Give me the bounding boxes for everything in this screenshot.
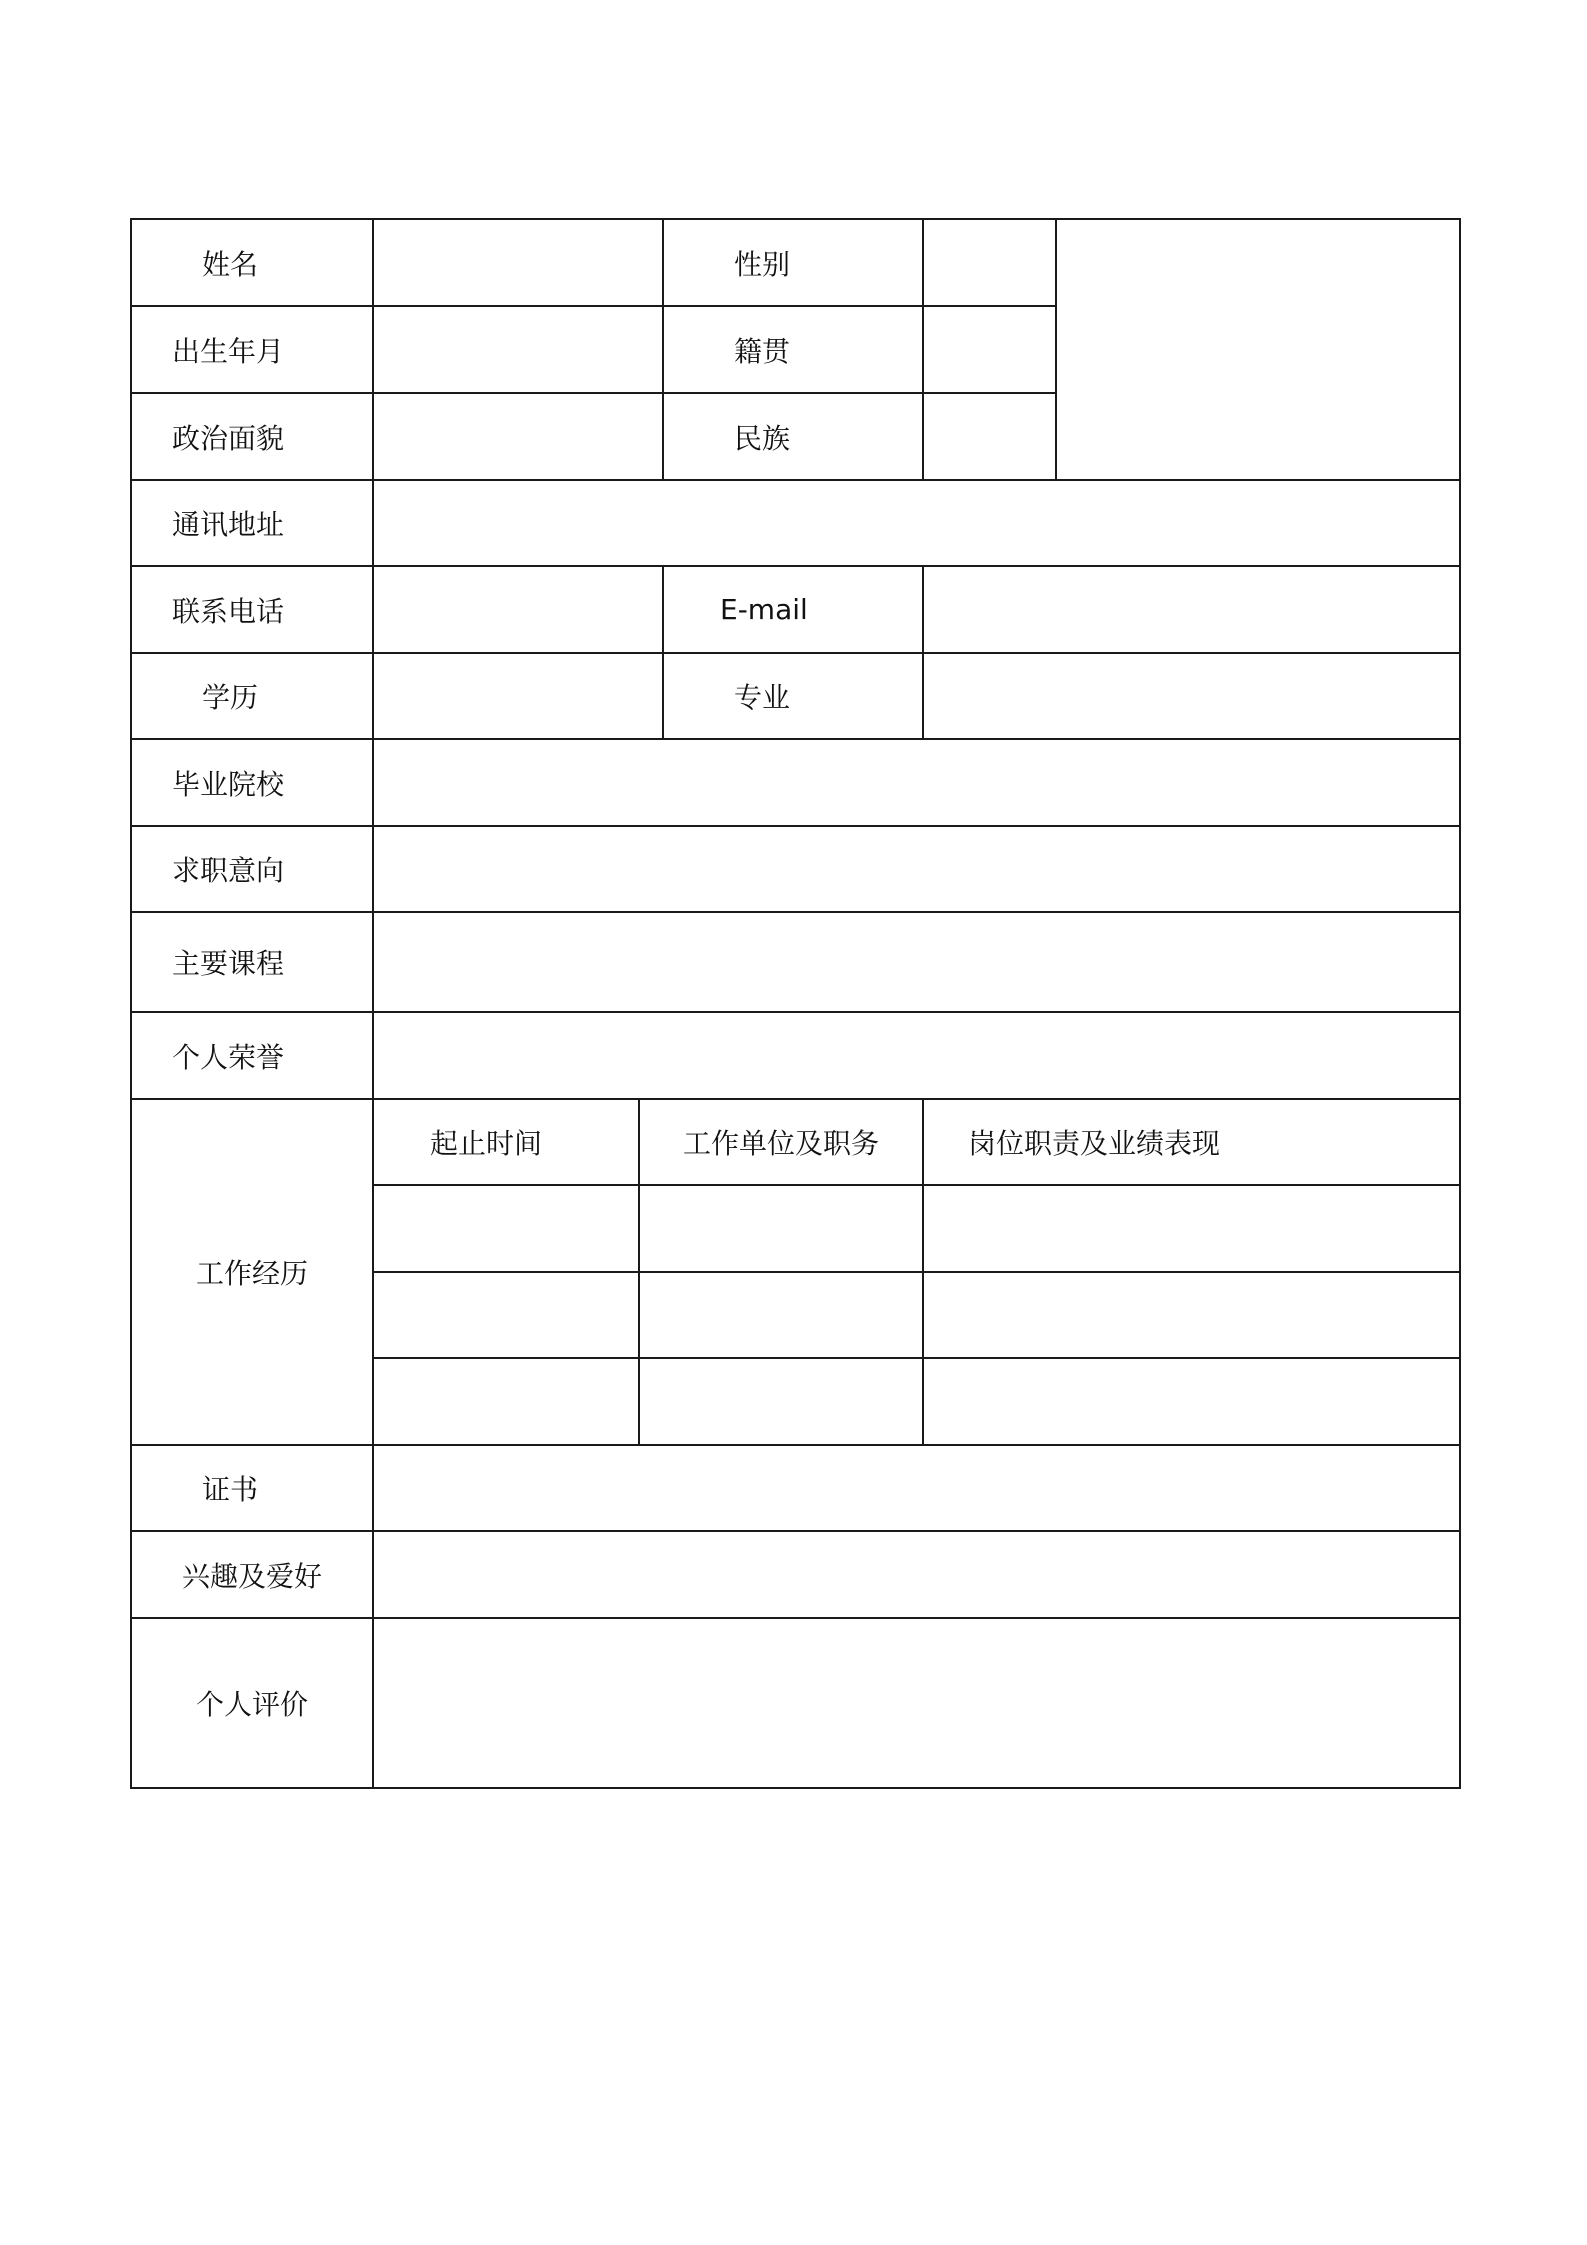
honors-label: 个人荣誉 — [131, 1012, 373, 1099]
job-intention-field[interactable] — [373, 826, 1460, 912]
address-field[interactable] — [373, 480, 1460, 566]
resume-form-table — [130, 218, 1461, 1789]
education-field[interactable] — [373, 653, 663, 739]
gender-field[interactable] — [923, 219, 1056, 306]
work-unit-cell[interactable] — [639, 1185, 923, 1272]
main-courses-field[interactable] — [373, 912, 1460, 1012]
work-unit-cell[interactable] — [639, 1272, 923, 1358]
main-courses-label: 主要课程 — [131, 912, 373, 1012]
birth-label: 出生年月 — [131, 306, 373, 393]
phone-field[interactable] — [373, 566, 663, 653]
work-period-cell[interactable] — [373, 1358, 639, 1445]
political-status-field[interactable] — [373, 393, 663, 480]
name-label: 姓名 — [131, 219, 373, 306]
native-place-field[interactable] — [923, 306, 1056, 393]
certificates-label: 证书 — [131, 1445, 373, 1531]
work-duties-cell[interactable] — [923, 1272, 1460, 1358]
native-place-label: 籍贯 — [663, 306, 923, 393]
phone-label: 联系电话 — [131, 566, 373, 653]
school-label: 毕业院校 — [131, 739, 373, 826]
honors-field[interactable] — [373, 1012, 1460, 1099]
ethnicity-field[interactable] — [923, 393, 1056, 480]
name-field[interactable] — [373, 219, 663, 306]
photo-cell[interactable] — [1056, 219, 1460, 480]
self-evaluation-label: 个人评价 — [131, 1618, 373, 1788]
email-label: E-mail — [663, 566, 923, 653]
ethnicity-label: 民族 — [663, 393, 923, 480]
work-header-unit-position: 工作单位及职务 — [639, 1099, 923, 1185]
self-evaluation-field[interactable] — [373, 1618, 1460, 1788]
gender-label: 性别 — [663, 219, 923, 306]
birth-field[interactable] — [373, 306, 663, 393]
job-intention-label: 求职意向 — [131, 826, 373, 912]
work-experience-label: 工作经历 — [131, 1099, 373, 1445]
work-duties-cell[interactable] — [923, 1185, 1460, 1272]
work-period-cell[interactable] — [373, 1185, 639, 1272]
hobbies-field[interactable] — [373, 1531, 1460, 1618]
work-header-duties: 岗位职责及业绩表现 — [923, 1099, 1460, 1185]
work-unit-cell[interactable] — [639, 1358, 923, 1445]
address-label: 通讯地址 — [131, 480, 373, 566]
education-label: 学历 — [131, 653, 373, 739]
major-field[interactable] — [923, 653, 1460, 739]
certificates-field[interactable] — [373, 1445, 1460, 1531]
work-header-period: 起止时间 — [373, 1099, 639, 1185]
work-duties-cell[interactable] — [923, 1358, 1460, 1445]
hobbies-label: 兴趣及爱好 — [131, 1531, 373, 1618]
major-label: 专业 — [663, 653, 923, 739]
political-status-label: 政治面貌 — [131, 393, 373, 480]
work-period-cell[interactable] — [373, 1272, 639, 1358]
email-field[interactable] — [923, 566, 1460, 653]
school-field[interactable] — [373, 739, 1460, 826]
